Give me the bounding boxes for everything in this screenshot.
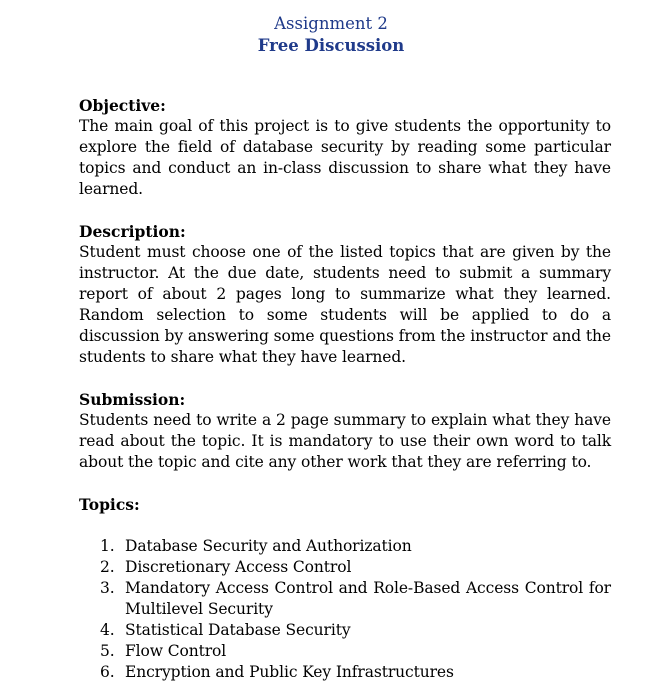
topic-number: 2. (100, 558, 115, 576)
objective-section (79, 95, 611, 200)
topic-number: 5. (100, 642, 115, 660)
objective-heading: Objective: (79, 96, 166, 115)
topic-label: Database Security and Authorization (125, 537, 412, 555)
topic-number: 3. (100, 579, 115, 597)
topic-label: Statistical Database Security (125, 621, 351, 639)
objective-text: The main goal of this project is to give students the opportunity to explore the field of database security by reading some particular topics and conduct an in-class discussion to share what they have learned. (79, 117, 611, 198)
assignment-label: Assignment 2 (274, 14, 388, 33)
topics-heading: Topics: (79, 495, 140, 514)
submission-text: Students need to write a 2 page summary to explain what they have read about the topic. It is mandatory to use their own word to talk about the topic and cite any other work that they are referring to. (79, 411, 611, 471)
topic-item (100, 620, 611, 641)
topic-item (100, 641, 611, 662)
description-heading: Description: (79, 222, 186, 241)
description-section (79, 221, 611, 368)
submission-heading: Submission: (79, 390, 186, 409)
topics-section (79, 494, 611, 515)
topic-label: Mandatory Access Control and Role-Based Access Control for Multilevel Security (125, 579, 611, 618)
topics-list (100, 536, 611, 683)
topic-number: 6. (100, 663, 115, 681)
topic-item (100, 557, 611, 578)
topic-item (100, 536, 611, 557)
topic-number: 4. (100, 621, 115, 639)
topic-item (100, 578, 611, 620)
topic-label: Encryption and Public Key Infrastructures (125, 663, 454, 681)
description-text: Student must choose one of the listed topics that are given by the instructor. At the due date, students need to submit a summary report of about 2 pages long to summarize what they learned. Random selection to some students will be applied to do a discussion by answering some questions from the instructor and the students to share what they have learned. (79, 243, 611, 366)
topic-number: 1. (100, 537, 115, 555)
topic-label: Flow Control (125, 642, 227, 660)
document-title: Free Discussion (257, 36, 405, 55)
submission-section (79, 389, 611, 473)
topic-item (100, 662, 611, 683)
topic-label: Discretionary Access Control (125, 558, 352, 576)
